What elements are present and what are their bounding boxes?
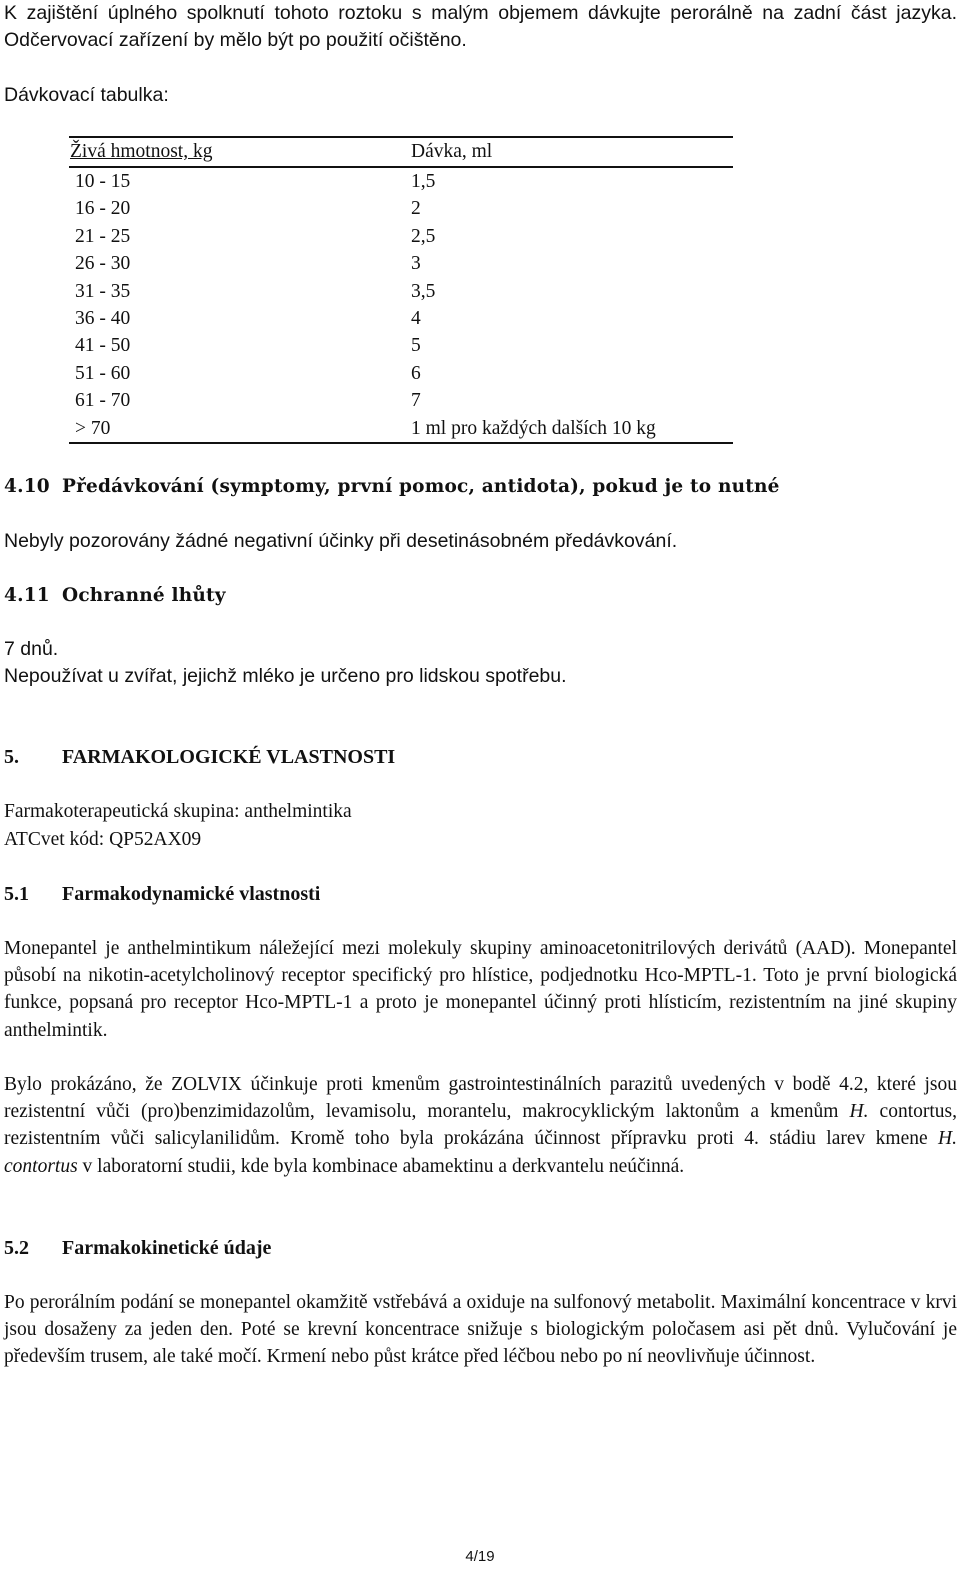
dose-cell: 2,5 (411, 225, 436, 247)
section-number: 5.1 (4, 883, 29, 905)
section-5-2-heading (4, 1235, 271, 1262)
milk-warning: Nepoužívat u zvířat, jejichž mléko je určeno pro lidskou spotřebu. (4, 665, 567, 687)
dose-cell: 3 (411, 253, 421, 275)
table-row (69, 332, 733, 359)
paragraph-text: v laboratorní studii, kde byla kombinace abamektinu a derkvantelu neúčinná. (77, 1155, 685, 1177)
table-row (69, 387, 733, 414)
dose-cell: 7 (411, 390, 421, 412)
section-number: 5.2 (4, 1237, 29, 1259)
section-title: Farmakokinetické údaje (62, 1237, 272, 1259)
header-dose: Dávka, ml (411, 137, 733, 167)
table-row (69, 250, 733, 277)
dose-table-header-row (69, 137, 733, 167)
section-5-1-heading (4, 881, 320, 908)
section-title: Farmakodynamické vlastnosti (62, 883, 321, 905)
dose-cell: 1,5 (411, 171, 436, 192)
pharmacodynamics-paragraph-2 (4, 1071, 957, 1180)
overdose-text: Nebyly pozorovány žádné negativní účinky při desetinásobném předávkování. (4, 530, 678, 552)
weight-cell: 61 - 70 (75, 390, 131, 412)
weight-cell: 16 - 20 (75, 198, 131, 220)
weight-cell: 51 - 60 (75, 362, 131, 384)
section-number: 4.10 (4, 476, 50, 497)
weight-cell: 41 - 50 (75, 335, 131, 357)
header-live-weight: Živá hmotnost, kg (69, 137, 411, 167)
section-title: Ochranné lhůty (62, 585, 226, 606)
dose-cell: 6 (411, 362, 421, 384)
weight-cell: 31 - 35 (75, 280, 131, 302)
weight-cell: 26 - 30 (75, 253, 131, 275)
section-title: Předávkování (symptomy, první pomoc, antidota), pokud je to nutné (62, 476, 780, 497)
pharmacotherapeutic-group: Farmakoterapeutická skupina: anthelmintika (4, 801, 352, 822)
weight-cell: > 70 (69, 415, 411, 443)
table-row (69, 278, 733, 305)
dose-table-title: Dávkovací tabulka: (4, 84, 169, 106)
dose-cell: 1 ml pro každých dalších 10 kg (411, 415, 733, 443)
table-row (69, 305, 733, 332)
dose-cell: 5 (411, 335, 421, 357)
table-row (69, 360, 733, 387)
table-row (69, 195, 733, 222)
weight-cell: 36 - 40 (75, 308, 131, 330)
dose-cell: 3,5 (411, 280, 436, 302)
genus-abbrev: H. (938, 1128, 957, 1150)
atcvet-code: ATCvet kód: QP52AX09 (4, 829, 202, 850)
section-number: 5. (4, 746, 19, 768)
dose-table (69, 136, 733, 444)
weight-cell: 21 - 25 (75, 225, 131, 247)
species-name: contortus (4, 1155, 78, 1177)
section-4-11-heading (4, 582, 226, 609)
table-row (69, 167, 733, 195)
section-5-heading (4, 744, 395, 771)
section-number: 4.11 (4, 585, 50, 606)
genus-abbrev: H. (849, 1101, 869, 1123)
intro-paragraph: K zajištění úplného spolknutí tohoto roztoku s malým objemem dávkujte perorálně na zadní část jazyka. Odčervovací zařízení by mělo být po použití očištěno. (4, 2, 957, 52)
dose-cell: 4 (411, 308, 421, 330)
section-title: FARMAKOLOGICKÉ VLASTNOSTI (62, 746, 396, 768)
dose-cell: 2 (411, 198, 421, 220)
species-name: contortus (879, 1101, 953, 1123)
table-row (69, 415, 733, 443)
weight-cell: 10 - 15 (75, 171, 131, 192)
page-number: 4/19 (465, 1548, 495, 1565)
withdrawal-period: 7 dnů. (4, 638, 59, 660)
paragraph-text: , rezistentním vůči salicylanilidům. Kromě toho byla prokázána účinnost přípravku proti 4. stádiu larev kmene (4, 1101, 957, 1150)
paragraph-text: Bylo prokázáno, že ZOLVIX účinkuje proti kmenům gastrointestinálních parazitů uvedených v bodě 4.2, které jsou rezistentní vůči (pro)benzimidazolům, levamisolu, morantelu, makrocyklickým laktonům a kmenům (4, 1074, 957, 1123)
table-row (69, 223, 733, 250)
section-4-10-heading (4, 473, 780, 500)
pharmacokinetics-paragraph: Po perorálním podání se monepantel okamžitě vstřebává a oxiduje na sulfonový metabolit. Maximální koncentrace v krvi jsou dosaženy za jeden den. Poté se krevní koncentrace snižuje s biologickým poločasem asi pět dnů. Vylučování je především trusem, ale také močí. Krmení nebo půst krátce před léčbou nebo po ní neovlivňuje účinnost. (4, 1292, 957, 1368)
pharmacodynamics-paragraph-1: Monepantel je anthelmintikum náležející mezi molekuly skupiny aminoacetonitrilových derivátů (AAD). Monepantel působí na nikotin-acetylcholinový receptor specifický pro hlístice, podjednotku Hco-MPTL-1. Toto je první biologická funkce, popsaná pro receptor Hco-MPTL-1 a proto je monepantel účinný proti hlísticím, rezistentním na jiné skupiny anthelmintik. (4, 938, 957, 1041)
